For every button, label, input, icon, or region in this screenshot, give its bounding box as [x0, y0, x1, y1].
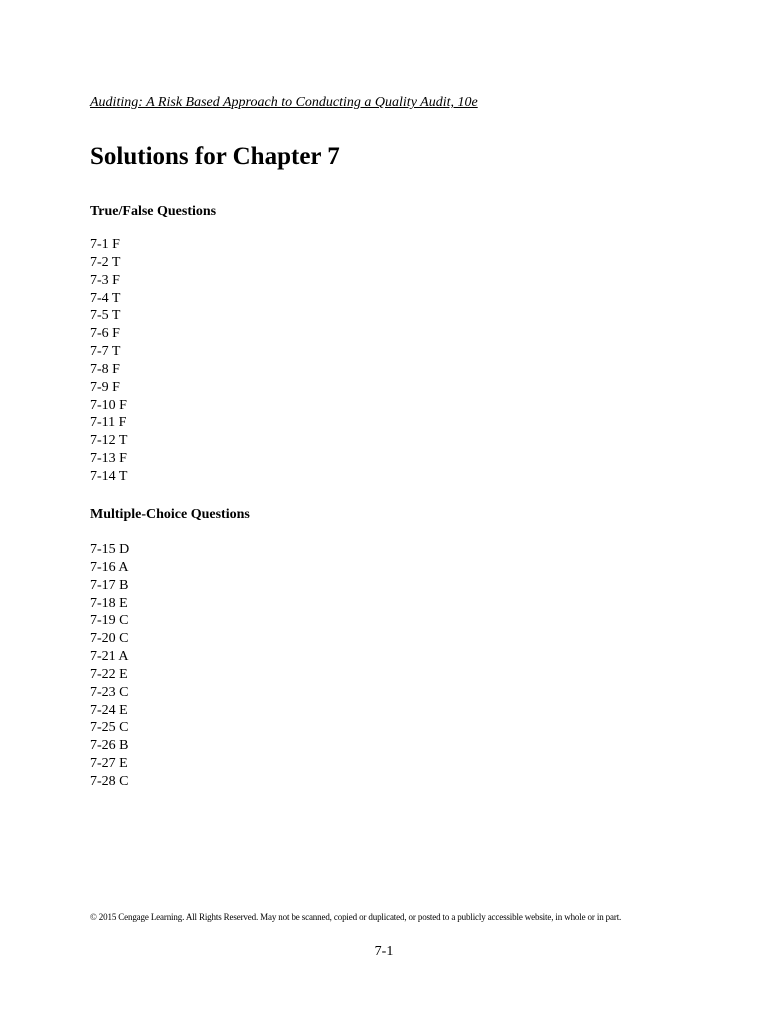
true-false-answer-list — [90, 236, 127, 486]
answer-item: 7-27 E — [90, 756, 128, 772]
answer-item: 7-1 F — [90, 237, 120, 252]
answer-item: 7-16 A — [90, 559, 129, 575]
answer-item: 7-13 F — [90, 451, 127, 467]
multiple-choice-answer-list — [90, 541, 129, 791]
copyright-notice: © 2015 Cengage Learning. All Rights Reserved. May not be scanned, copied or duplicated, or posted to a publicly accessible website, in whole or in part. — [90, 912, 622, 922]
answer-item: 7-24 E — [90, 702, 128, 718]
answer-item: 7-8 F — [90, 361, 120, 377]
answer-item: 7-21 A — [90, 649, 129, 665]
answer-item: 7-25 C — [90, 720, 129, 736]
answer-item: 7-9 F — [90, 379, 120, 395]
answer-item: 7-17 B — [90, 577, 129, 593]
answer-item: 7-5 T — [90, 308, 121, 324]
answer-item: 7-11 F — [90, 415, 127, 431]
answer-item: 7-23 C — [90, 684, 129, 700]
book-title: Auditing: A Risk Based Approach to Conducting a Quality Audit, 10e — [90, 95, 478, 110]
answer-item: 7-28 C — [90, 773, 129, 789]
chapter-title: Solutions for Chapter 7 — [90, 143, 340, 170]
answer-item: 7-19 C — [90, 613, 129, 629]
answer-item: 7-18 E — [90, 595, 128, 611]
answer-item: 7-26 B — [90, 738, 129, 754]
answer-item: 7-7 T — [90, 344, 121, 360]
answer-item: 7-2 T — [90, 254, 121, 270]
answer-item: 7-22 E — [90, 666, 128, 682]
answer-item: 7-10 F — [90, 397, 127, 413]
multiple-choice-heading: Multiple-Choice Questions — [90, 507, 250, 522]
true-false-heading: True/False Questions — [90, 204, 217, 219]
answer-item: 7-20 C — [90, 631, 129, 647]
answer-item: 7-3 F — [90, 272, 120, 288]
answer-item: 7-14 T — [90, 468, 128, 484]
page-number: 7-1 — [374, 944, 394, 959]
answer-item: 7-4 T — [90, 290, 121, 306]
answer-item: 7-6 F — [90, 326, 120, 342]
answer-item: 7-15 D — [90, 542, 130, 557]
answer-item: 7-12 T — [90, 433, 128, 449]
